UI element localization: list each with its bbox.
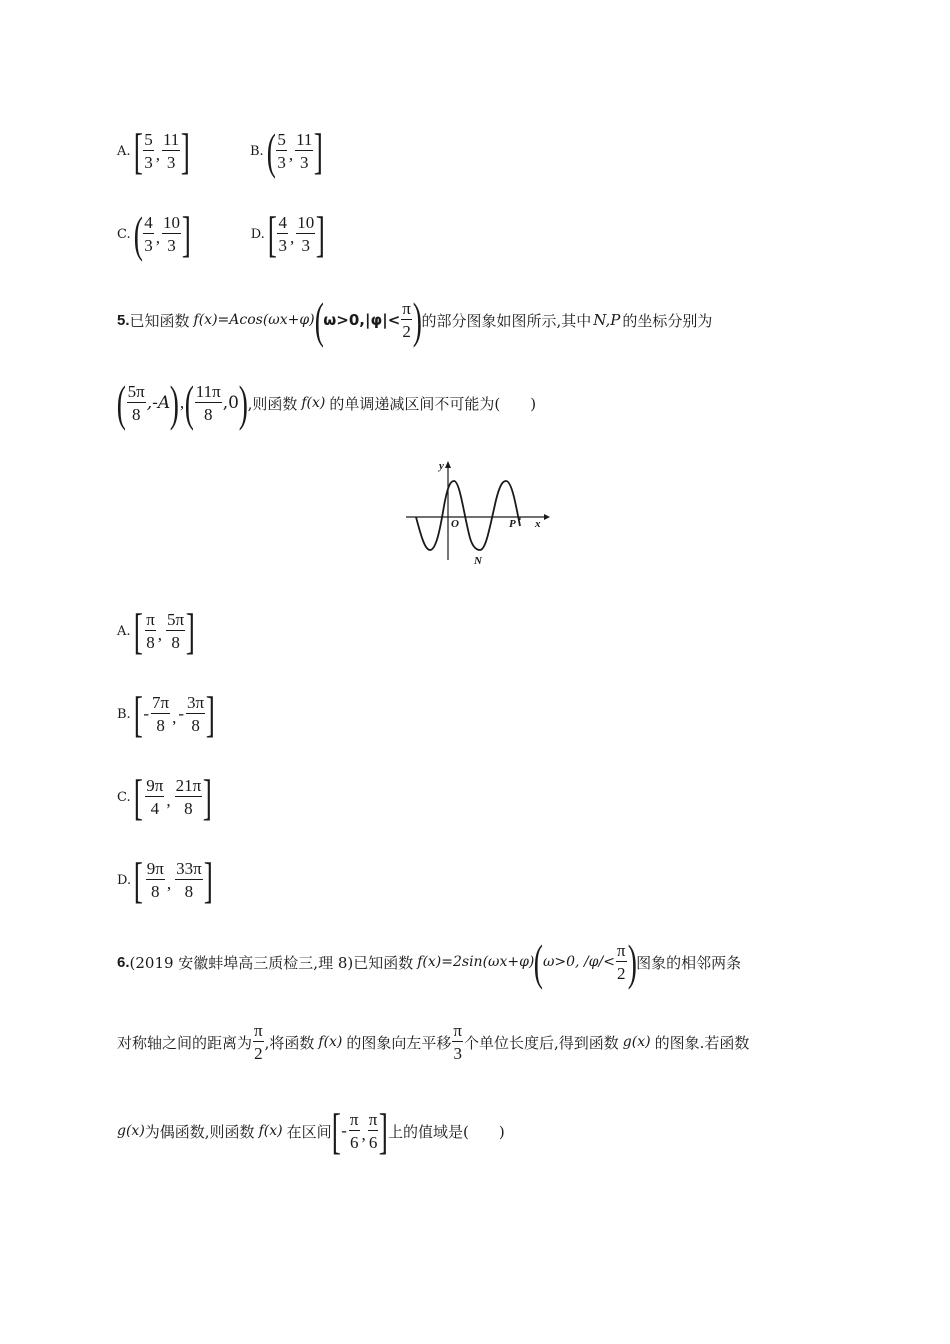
fx: f(x) — [258, 1123, 283, 1139]
fraction: $\frac{4}{3}$ — [144, 213, 153, 255]
fraction: $\frac{5}{3}$ — [144, 130, 153, 172]
option-label: A. — [117, 143, 131, 159]
fraction: $\frac{\pi}{2}$ — [616, 941, 626, 983]
condition: ω>0, /φ/< — [543, 954, 615, 970]
fraction: $\frac{11\pi}{8}$ — [195, 382, 221, 424]
bracket-close: ] — [181, 206, 191, 262]
q6-line-3: g(x) 为偶函数,则函数 f(x) 在区间 [ - $\frac{\pi}{6}$ , $\frac{\pi}{6}$ ] 上的值域是( ) — [117, 1103, 505, 1159]
fraction: $\frac{9\pi}{4}$ — [146, 776, 164, 818]
fraction: $\frac{5\pi}{8}$ — [167, 610, 185, 652]
q4-option-c[interactable]: C. ( $\frac{4}{3}$ , $\frac{10}{3}$ ] — [117, 206, 191, 262]
q6-text: 的图象.若函数 — [654, 1033, 750, 1052]
point-p-y: ,0 — [222, 393, 239, 413]
fraction: $\frac{7\pi}{8}$ — [152, 693, 170, 735]
q5-option-b[interactable]: B. [ - $\frac{7\pi}{8}$ , - $\frac{3\pi}{8}$ ] — [117, 686, 216, 742]
fraction: $\frac{\pi}{3}$ — [453, 1021, 463, 1063]
origin-label: O — [451, 518, 459, 530]
x-arrow-icon — [544, 514, 550, 520]
q6-text: 对称轴之间的距离为 — [117, 1033, 253, 1052]
fraction: $\frac{10}{3}$ — [297, 213, 315, 255]
q4-options-row-2 — [117, 206, 326, 262]
fraction: $\frac{\pi}{6}$ — [349, 1110, 359, 1152]
option-label: D. — [117, 872, 132, 888]
q6-text: 上的值域是( ) — [388, 1122, 505, 1141]
bracket-close: ] — [181, 123, 191, 179]
q5-option-c[interactable]: C. [ $\frac{9\pi}{4}$ , $\frac{21\pi}{8}$ ] — [117, 769, 213, 825]
gx: g(x) — [117, 1123, 145, 1139]
q4-option-a[interactable]: A. [ $\frac{5}{3}$ , $\frac{11}{3}$ ] — [117, 123, 191, 179]
fraction: $\frac{3\pi}{8}$ — [187, 693, 205, 735]
fraction: $\frac{\pi}{2}$ — [254, 1021, 263, 1063]
bracket-close: ] — [314, 123, 324, 179]
q4-option-b[interactable]: B. ( $\frac{5}{3}$ , $\frac{11}{3}$ ] — [249, 123, 324, 179]
q6-text: 个单位长度后,得到函数 — [464, 1033, 619, 1052]
bracket-open: [ — [133, 123, 143, 179]
question-number: 6. — [117, 953, 130, 971]
point-n-label: N — [474, 555, 482, 567]
fraction: $\frac{5}{3}$ — [277, 130, 286, 172]
fraction: $\frac{\pi}{6}$ — [368, 1110, 378, 1152]
fx: f(x) — [318, 1034, 343, 1050]
y-label: y — [439, 460, 444, 472]
bracket-open: ( — [133, 206, 143, 262]
fraction: $\frac{5\pi}{8}$ — [127, 382, 145, 424]
option-label: D. — [250, 226, 265, 242]
q5-option-d[interactable]: D. [ $\frac{9\pi}{8}$ , $\frac{33\pi}{8}$ ] — [117, 852, 213, 908]
question-number: 5. — [117, 311, 130, 329]
q5-text: ,则函数 — [247, 394, 298, 413]
fraction: $\frac{21\pi}{8}$ — [175, 776, 202, 818]
fraction: $\frac{\pi}{8}$ — [146, 610, 155, 652]
gx: g(x) — [622, 1034, 651, 1050]
q4-options-row-1 — [117, 123, 324, 179]
fraction: $\frac{33\pi}{8}$ — [176, 859, 202, 901]
option-label: B. — [249, 143, 264, 159]
q5-text: 的单调递减区间不可能为( ) — [329, 394, 537, 413]
fraction: $\frac{\pi}{2}$ — [402, 299, 411, 341]
option-label: C. — [117, 789, 131, 805]
q6-line-2 — [117, 1022, 749, 1062]
bracket-open: [ — [267, 206, 277, 262]
function-expr: f(x)=2sin(ωx+φ) — [417, 954, 535, 970]
q6-text: 的图象向左平移 — [346, 1033, 452, 1052]
bracket-close: ] — [315, 206, 326, 262]
q5-text: 的部分图象如图所示,其中 — [421, 311, 592, 330]
q4-option-d[interactable]: D. [ $\frac{4}{3}$ , $\frac{10}{3}$ ] — [250, 206, 326, 262]
point-p-label: P — [509, 518, 516, 530]
y-arrow-icon — [445, 461, 451, 468]
option-label: B. — [117, 706, 131, 722]
q6-text: 图象的相邻两条 — [636, 953, 742, 972]
fraction: $\frac{11}{3}$ — [296, 130, 313, 172]
q6-line-1: 6. (2019 安徽蚌埠高三质检三,理 8)已知函数 f(x)=2sin(ωx+φ) ( ω>0, /φ/< $\frac{\pi}{2}$ ) 图象的相邻两条 — [117, 934, 742, 990]
function-graph — [402, 456, 552, 568]
x-label: x — [535, 518, 541, 530]
cosine-curve — [416, 481, 520, 550]
condition: ω>0,|φ|< — [323, 311, 401, 329]
fraction: $\frac{9\pi}{8}$ — [146, 859, 164, 901]
q5-line-1: 5. 已知函数 f(x)=Acos(ωx+φ) ( ω>0,|φ|< $\frac{\pi}{2}$ ) 的部分图象如图所示,其中 N,P 的坐标分别为 — [117, 292, 713, 348]
bracket-open: ( — [266, 123, 276, 179]
q5-text: 的坐标分别为 — [622, 311, 713, 330]
q5-option-a[interactable]: A. [ $\frac{\pi}{8}$ , $\frac{5\pi}{8}$ ] — [117, 603, 196, 659]
fraction: $\frac{10}{3}$ — [163, 213, 181, 255]
q6-text: ,将函数 — [264, 1033, 315, 1052]
q6-text: (2019 安徽蚌埠高三质检三,理 8)已知函数 — [129, 953, 414, 972]
q5-text: 已知函数 — [129, 311, 190, 330]
q6-text: 在区间 — [286, 1122, 332, 1141]
point-n-y: ,-A — [146, 393, 171, 413]
fraction: $\frac{4}{3}$ — [278, 213, 287, 255]
option-label: A. — [117, 623, 131, 639]
fraction: $\frac{11}{3}$ — [162, 130, 180, 172]
fx: f(x) — [301, 395, 326, 411]
q5-line-2: ( $\frac{5\pi}{8}$ ,-A ) , ( $\frac{11\pi}{8}$ ,0 ) ,则函数 f(x) 的单调递减区间不可能为( ) — [116, 375, 537, 431]
points-np: N,P — [593, 311, 621, 329]
option-label: C. — [117, 226, 131, 242]
function-expr: f(x)=Acos(ωx+φ) — [193, 312, 315, 328]
q6-text: 为偶函数,则函数 — [144, 1122, 255, 1141]
